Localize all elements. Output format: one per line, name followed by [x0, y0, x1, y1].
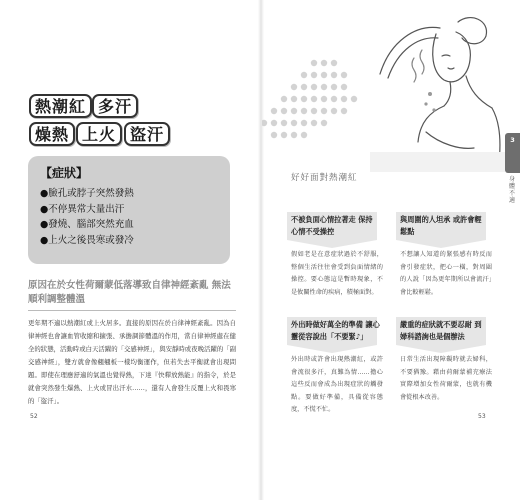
tag-night-sweat: 盜汗	[124, 122, 170, 146]
cause-body-text: 更年期不適以熱潮紅或上火居多。直接的原因在於自律神經紊亂。因為自律神經也會讓血管收縮和擴張、承擔調節體溫的作用，當自律神經處在健全的狀態，活動時或白天活躍的「交感神經」，與安靜時或夜晚活躍的「副交感神經」，雙方就會像翹翹板一樣均衡運作，但若失去平衡就會出現問題。即使在理應舒適的氣溫也覺得熱，下達『快釋放熱能』的指令，於是就會突然發生爆熱、上火或冒出汗水……，還有人會發生反覆上火和畏寒的「盜汗」。	[28, 319, 236, 405]
decorative-dots	[262, 55, 382, 150]
symptom-item: ●發燒、腦部突然充血	[40, 219, 134, 230]
symptom-item: ●不停異常大量出汗	[40, 203, 125, 215]
section-title: 好好面對熱潮紅	[291, 173, 358, 183]
cause-heading: 原因在於女性荷爾蒙低落導致自律神經紊亂 無法順利調整體溫	[28, 280, 231, 305]
page-number-right: 53	[478, 413, 486, 420]
heading-divider	[28, 310, 236, 311]
card-4-body: 日常生活出現障礙時就去婦科，不要猶豫。藉由荷爾蒙補充療法實際增加女性荷爾蒙，也就有機會從根本改善。	[400, 356, 492, 401]
woman-illustration	[370, 12, 505, 172]
card-2-body: 不想讓人知道的緊張感有時反而會引發症狀，把心一橫，對周圍的人說「因為更年期所以會流汗」會比較輕鬆。	[400, 251, 492, 296]
symptom-title: 【症狀】	[40, 166, 89, 180]
chapter-tab	[505, 133, 520, 173]
tag-flush: 上火	[76, 122, 122, 146]
tag-sweating: 多汗	[92, 94, 138, 118]
card-2-title: 與周圍的人坦承 或許會輕鬆點	[400, 215, 482, 236]
symptom-item: ●上火之後畏寒或發冷	[40, 234, 134, 246]
card-4-title: 嚴重的症狀就不要忍耐 到婦科諮詢也是個辦法	[400, 320, 482, 341]
symptom-item: ●臉孔或脖子突然發熱	[40, 188, 134, 199]
tag-hot-flash: 熱潮紅	[29, 94, 92, 118]
symptom-box	[28, 156, 230, 264]
card-1-title: 不被負面心情拉著走 保持心情不受操控	[291, 215, 373, 236]
card-1-body: 假如老是在意症狀過於不舒服，整個生活往往會受到負面情緒的操控。要心態這是暫時現象，不是攸關性命的疾病，積極面對。	[291, 251, 383, 296]
page-number-left: 52	[30, 413, 38, 420]
chapter-label: 身體不適	[508, 176, 515, 204]
chapter-number: 3	[510, 136, 515, 144]
card-3-title: 外出時做好萬全的準備 讓心靈從容說出「不要緊♪」	[291, 320, 380, 341]
card-3-body: 外出時或許會出現熱潮紅，或許會流很多汗，真難為情……擔心這些反而會成為出現症狀的觸發點。要做好準備，具備從容態度，不慌不忙。	[291, 356, 383, 413]
tag-dry-heat: 燥熱	[29, 122, 75, 146]
